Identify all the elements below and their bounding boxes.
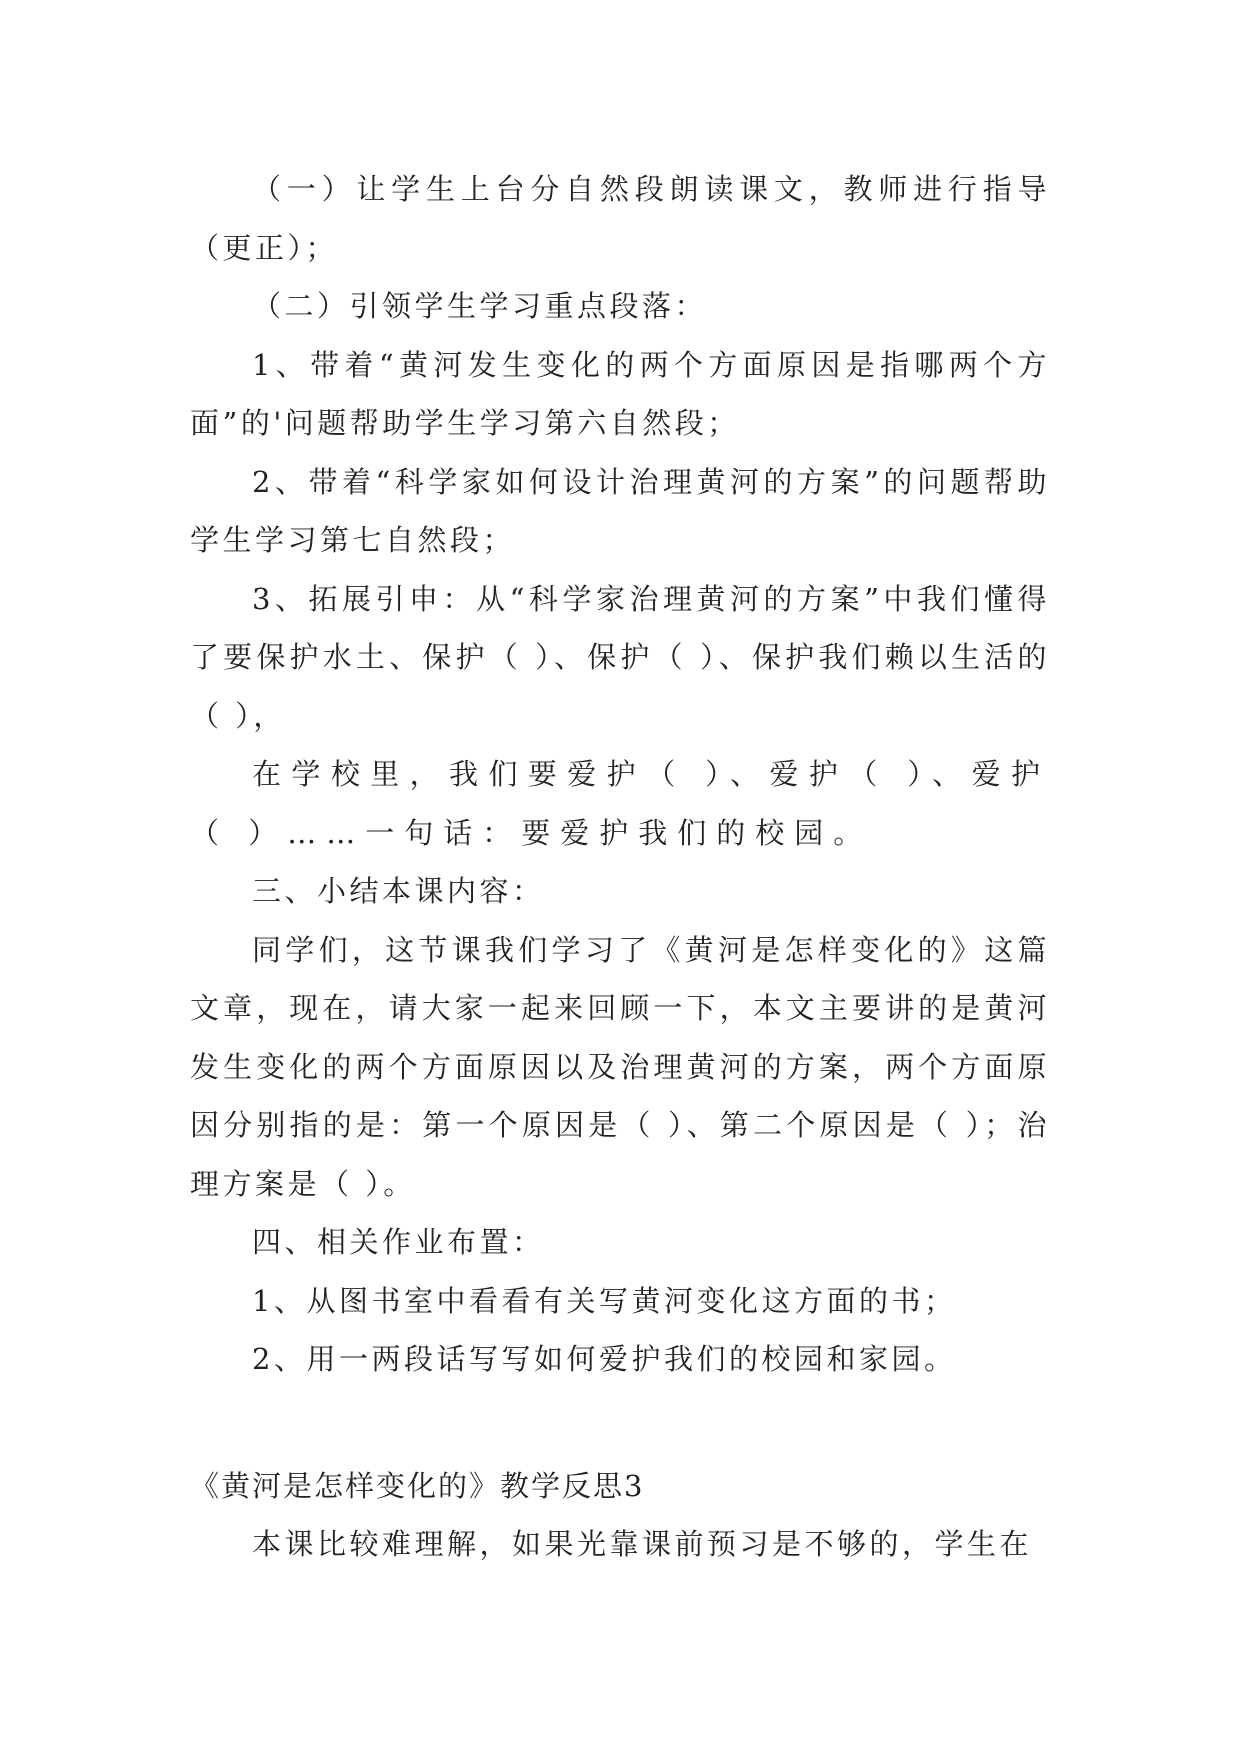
- paragraph-item-2: 2、带着“科学家如何设计治理黄河的方案”的问题帮助学生学习第七自然段；: [190, 464, 1050, 557]
- paragraph-item-3: 3、拓展引申：从“科学家治理黄河的方案”中我们懂得了要保护水土、保护（ ）、保护（ ）、保护我们赖以生活的（ ），: [190, 581, 1050, 733]
- paragraph-homework-2: 2、用一两段话写写如何爱护我们的校园和家园。: [252, 1342, 957, 1376]
- paragraph-key-sections: （二）引领学生学习重点段落：: [252, 289, 708, 323]
- section-gap: [190, 1389, 1050, 1457]
- paragraph-reading-aloud: （一）让学生上台分自然段朗读课文，教师进行指导（更正）；: [190, 172, 1050, 265]
- section-title: 《黄河是怎样变化的》教学反思3: [190, 1468, 645, 1503]
- paragraph-item-1: 1、带着“黄河发生变化的两个方面原因是指哪两个方面”的'问题帮助学生学习第六自然段；: [190, 347, 1050, 440]
- paragraph-summary-heading: 三、小结本课内容：: [252, 874, 545, 908]
- paragraph-homework-1: 1、从图书室中看看有关写黄河变化这方面的书；: [252, 1283, 957, 1318]
- paragraph-homework-heading: 四、相关作业布置：: [252, 1225, 545, 1259]
- paragraph-school-care: 在学校里，我们要爱护（ ）、爱护（ ）、爱护（ ）……一句话：要爱护我们的校园。: [190, 757, 1050, 850]
- paragraph-reflection-start: 本课比较难理解，如果光靠课前预习是不够的，学生在: [252, 1527, 1033, 1561]
- paragraph-summary-body: 同学们，这节课我们学习了《黄河是怎样变化的》这篇文章，现在，请大家一起来回顾一下，本文主要讲的是黄河发生变化的两个方面原因以及治理黄河的方案，两个方面原因分别指的是：第一个原因是（ ）、第二个原因是（ ）；治理方案是（ ）。: [190, 932, 1050, 1201]
- document-page: [190, 160, 1050, 1574]
